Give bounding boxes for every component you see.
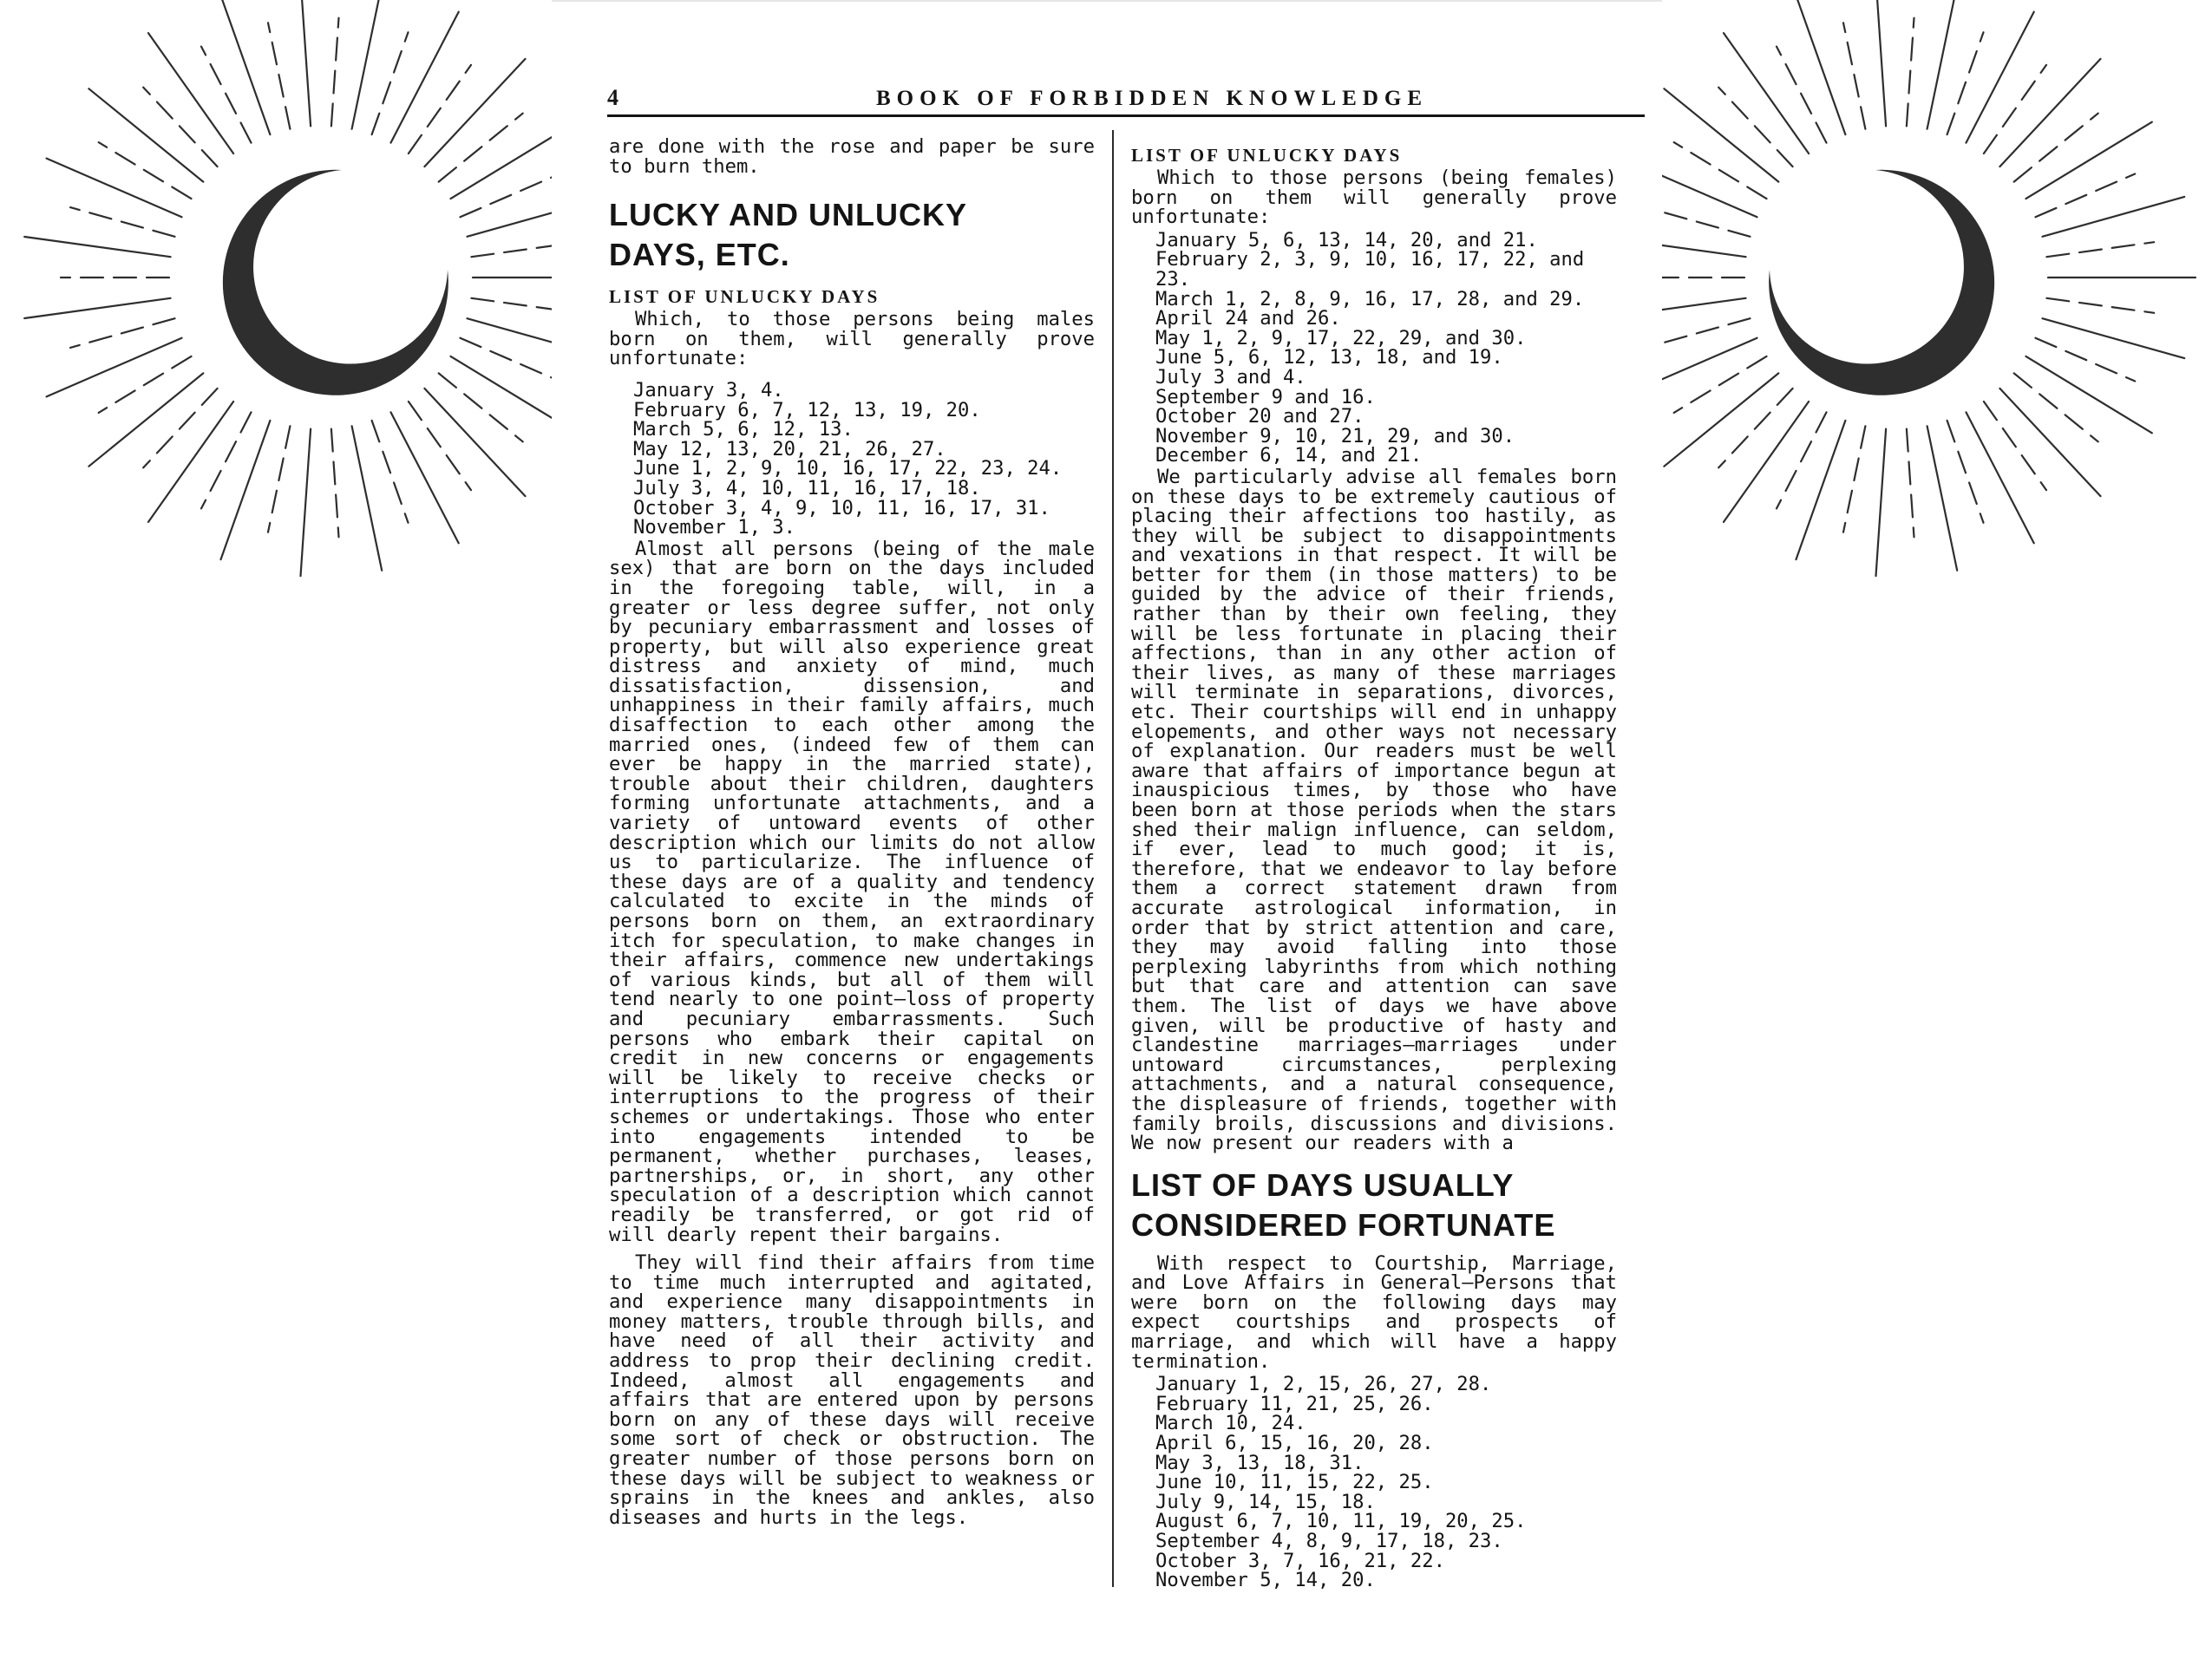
- sunburst-ray: [1674, 142, 1767, 199]
- sunburst-ray: [409, 65, 471, 153]
- page-number: 4: [607, 85, 618, 110]
- sunburst-ray: [461, 338, 560, 382]
- list-item: July 3 and 4.: [1155, 365, 1306, 389]
- sunburst-ray: [2043, 318, 2185, 358]
- list-item: March 10, 24.: [1155, 1412, 1306, 1435]
- right-column: [1131, 137, 1617, 1592]
- intro-text: are done with the rose and paper be sure to burn them.: [609, 135, 1095, 178]
- sunburst-ray: [1984, 65, 2046, 153]
- sunburst-ray: [1664, 88, 1778, 181]
- sunburst-ray: [143, 389, 217, 467]
- crescent-moon-shape: [223, 170, 448, 395]
- sunburst-ray: [88, 88, 203, 181]
- sunburst-ray: [24, 298, 170, 318]
- unlucky-days-list-males: [609, 378, 1095, 539]
- list-item: October 3, 4, 9, 10, 11, 16, 17, 31.: [633, 496, 1050, 519]
- sunburst-rays: [24, 0, 607, 576]
- list-item: May 1, 2, 9, 17, 22, 29, and 30.: [1155, 326, 1527, 349]
- sunburst-ray: [148, 402, 233, 522]
- sunburst-ray: [1907, 18, 1914, 127]
- list-item: January 5, 6, 13, 14, 20, and 21.: [1155, 228, 1538, 251]
- sunburst-ray: [391, 12, 459, 143]
- sunburst-ray: [1876, 0, 1887, 126]
- crescent-moon-shape: [1769, 170, 1994, 395]
- body-paragraph: Almost all persons (being of the male sex) that are born on the days included in the foregoing table, will, in a greater or less degree suffer, not only by pecuniary embarrassment and losses of property, but will also experience great distress and anxiety of mind, much dissatisfaction, dissension, and unhappiness in their family affairs, much disaffection to each other among the married ones, (indeed few of them can ever be happy in the married state), trouble about their children, daughters forming unfortunate attachments, and a variety of untoward events of other description which our limits do not allow us to particularize. The influence of these days are of a quality and tendency calculated to excite in the minds of persons born on them, an extraordinary itch for speculation, to make changes in their affairs, commence new undertakings of various kinds, but all of them will tend nearly to one point—loss of property and pecuniary embarrassments. Such persons who embark their capital on credit in new concerns or engagements will be likely to receive checks or interruptions to the progress of their schemes or undertakings. Those who enter into engagements intended to be permanent, whether purchases, leases, partnerships, or, in short, any other speculation of a description which cannot readily be transferred, or got rid of will dearly repent their bargains.: [609, 537, 1095, 1246]
- sunburst-ray: [47, 159, 182, 218]
- sunburst-ray: [268, 23, 290, 128]
- list-item: May 12, 13, 20, 21, 26, 27.: [633, 437, 946, 460]
- list-item: November 5, 14, 20.: [1155, 1569, 1376, 1592]
- sunburst-rays: [1605, 0, 2196, 576]
- sunburst-ray: [1927, 426, 1958, 571]
- sunburst-ray: [221, 0, 271, 134]
- list-item: September 9 and 16.: [1155, 385, 1376, 408]
- sunburst-ray: [1724, 33, 1809, 153]
- sunburst-ray: [1718, 389, 1792, 467]
- body-paragraph: They will find their affairs from time to time much interrupted and agitated, and experience many disappointments in money matters, trouble through bills, and have need of all their activity and address to prop their declining credit. Indeed, almost all engagements and affairs that are entered upon by persons born on any of these days will receive some sort of check or obstruction. The greater number of those persons born on these days will be subject to weakness or sprains in the knees and ankles, also diseases and hurts in the legs.: [609, 1251, 1095, 1529]
- sunburst-ray: [148, 33, 233, 153]
- sunburst-ray: [2046, 298, 2154, 313]
- section-heading: LIST OF UNLUCKY DAYS: [1131, 145, 1403, 166]
- list-item: February 6, 7, 12, 13, 19, 20.: [633, 398, 981, 421]
- sunburst-ray: [268, 426, 290, 532]
- chapter-title-line: LIST OF DAYS USUALLY: [1131, 1166, 1515, 1203]
- list-item: November 1, 3.: [633, 516, 796, 539]
- list-item: February 2, 3, 9, 10, 16, 17, 22, and 23.: [1155, 248, 1585, 291]
- chapter-title-line: CONSIDERED FORTUNATE: [1131, 1206, 1556, 1243]
- sunburst-ray: [1876, 429, 1887, 577]
- list-item: August 6, 7, 10, 11, 19, 20, 25.: [1155, 1510, 1527, 1533]
- list-item: April 6, 15, 16, 20, 28.: [1155, 1432, 1434, 1455]
- crescent-moon-sunburst-icon: [1605, 0, 2212, 624]
- sunburst-ray: [1724, 402, 1809, 522]
- list-item: June 1, 2, 9, 10, 16, 17, 22, 23, 24.: [633, 457, 1063, 480]
- chapter-title-line: LUCKY AND UNLUCKY: [609, 197, 967, 233]
- sunburst-ray: [1796, 421, 1846, 559]
- sunburst-ray: [24, 237, 170, 257]
- sunburst-ray: [352, 0, 383, 129]
- sunburst-ray: [1967, 412, 2034, 543]
- sunburst-ray: [1796, 0, 1846, 134]
- sunburst-ray: [1967, 12, 2034, 143]
- sunburst-ray: [1843, 23, 1865, 128]
- list-item: January 3, 4.: [633, 378, 784, 402]
- sunburst-ray: [2014, 373, 2098, 441]
- column-divider: [1112, 130, 1114, 1587]
- list-item: March 1, 2, 8, 9, 16, 17, 28, and 29.: [1155, 287, 1585, 310]
- list-item: June 10, 11, 15, 22, 25.: [1155, 1471, 1434, 1494]
- sunburst-ray: [2026, 356, 2152, 433]
- sunburst-ray: [99, 356, 192, 413]
- list-item: June 5, 6, 12, 13, 18, and 19.: [1155, 346, 1503, 369]
- sunburst-ray: [1907, 429, 1914, 538]
- sunburst-ray: [143, 88, 217, 167]
- sunburst-ray: [2036, 174, 2136, 218]
- chapter-title: [609, 195, 1095, 275]
- list-item: February 11, 21, 25, 26.: [1155, 1392, 1434, 1415]
- list-item: July 3, 4, 10, 11, 16, 17, 18.: [633, 476, 981, 500]
- sunburst-ray: [409, 402, 471, 490]
- list-item: January 1, 2, 15, 26, 27, 28.: [1155, 1373, 1492, 1396]
- body-paragraph: We particularly advise all females born on these days to be extremely cautious of placing their affections too hastily, as they will be subject to disappointments and vexations in that respect. It will be better for them (in those matters) to be guided by the advice of their friends, rather than by their own feeling, they will be less fortunate in placing their affections, than in any other action of their lives, as many of these marriages will terminate in separations, divorces, etc. Their courtships will end in unhappy elopements, and other ways not necessary of explanation. Our readers must be well aware that affairs of importance begun at inauspicious times, by those who have been born at those periods when the stars shed their malign influence, can seldom, if ever, lead to much good; it is, therefore, that we endeavor to lay before them a correct statement drawn from accurate astrological information, in order that by strict attention and care, they may avoid falling into those perplexing labyrinths from which nothing but that care and attention can save them. The list of days we have above given, will be productive of hasty and clandestine marriages—marriages under untoward circumstances, perplexing attachments, and a natural consequence, the displeasure of friends, together with family broils, discussions and divisions. We now present our readers with a: [1131, 465, 1617, 1155]
- list-item: March 5, 6, 12, 13.: [633, 418, 854, 441]
- sunburst-ray: [301, 429, 311, 577]
- chapter-title-line: DAYS, ETC.: [609, 237, 790, 273]
- sunburst-ray: [1664, 373, 1778, 466]
- sunburst-ray: [99, 142, 192, 199]
- fortunate-intro: With respect to Courtship, Marriage, and Love Affairs in General—Persons that were born on the following days may expect courtships and prospects of marriage, and which will have a happy termination.: [1131, 1251, 1617, 1373]
- fortunate-days-list: [1131, 1375, 1617, 1590]
- sunburst-ray: [352, 426, 383, 571]
- list-item: November 9, 10, 21, 29, and 30.: [1155, 424, 1515, 447]
- list-item: December 6, 14, and 21.: [1155, 444, 1423, 467]
- left-column: [609, 137, 1095, 1527]
- sunburst-ray: [47, 338, 182, 397]
- unlucky-days-list-females: [1131, 228, 1617, 467]
- sunburst-ray: [391, 412, 459, 543]
- sunburst-ray: [70, 318, 174, 348]
- sunburst-ray: [1718, 88, 1792, 167]
- section-intro: Which, to those persons being males born on them, will generally prove unfortunate:: [609, 308, 1095, 370]
- sunburst-ray: [439, 114, 523, 182]
- sunburst-ray: [1984, 402, 2046, 490]
- sunburst-ray: [461, 174, 560, 218]
- sunburst-ray: [424, 59, 525, 167]
- sunburst-ray: [2014, 114, 2098, 182]
- sunburst-ray: [439, 373, 523, 441]
- sunburst-ray: [1843, 426, 1865, 532]
- chapter-title: [1131, 1166, 1617, 1245]
- list-item: July 9, 14, 15, 18.: [1155, 1490, 1376, 1513]
- sunburst-ray: [331, 429, 339, 538]
- running-header: [607, 83, 1645, 117]
- sunburst-ray: [301, 0, 311, 126]
- sunburst-ray: [1999, 59, 2100, 167]
- list-item: April 24 and 26.: [1155, 307, 1341, 330]
- section-intro: Which to those persons (being females) born on them will generally prove unfortunate:: [1131, 167, 1617, 229]
- sunburst-ray: [2043, 197, 2185, 237]
- page-top-edge: [552, 0, 1662, 2]
- sunburst-ray: [1674, 356, 1767, 413]
- sunburst-ray: [1927, 0, 1958, 129]
- list-item: October 3, 7, 16, 21, 22.: [1155, 1549, 1445, 1572]
- list-item: October 20 and 27.: [1155, 405, 1365, 428]
- sunburst-ray: [1999, 389, 2100, 496]
- sunburst-ray: [424, 389, 525, 496]
- sunburst-ray: [2036, 338, 2136, 382]
- sunburst-ray: [2026, 122, 2152, 199]
- section-heading: LIST OF UNLUCKY DAYS: [609, 286, 880, 308]
- list-item: September 4, 8, 9, 17, 18, 23.: [1155, 1530, 1503, 1552]
- book-page: [552, 0, 1662, 1659]
- sunburst-ray: [331, 18, 339, 127]
- sunburst-ray: [221, 421, 271, 559]
- sunburst-ray: [88, 373, 203, 466]
- running-title: BOOK OF FORBIDDEN KNOWLEDGE: [875, 87, 1429, 110]
- list-item: May 3, 13, 18, 31.: [1155, 1451, 1365, 1474]
- crescent-moon-sunburst-icon: [0, 0, 607, 624]
- sunburst-ray: [2046, 242, 2154, 257]
- sunburst-ray: [70, 207, 174, 237]
